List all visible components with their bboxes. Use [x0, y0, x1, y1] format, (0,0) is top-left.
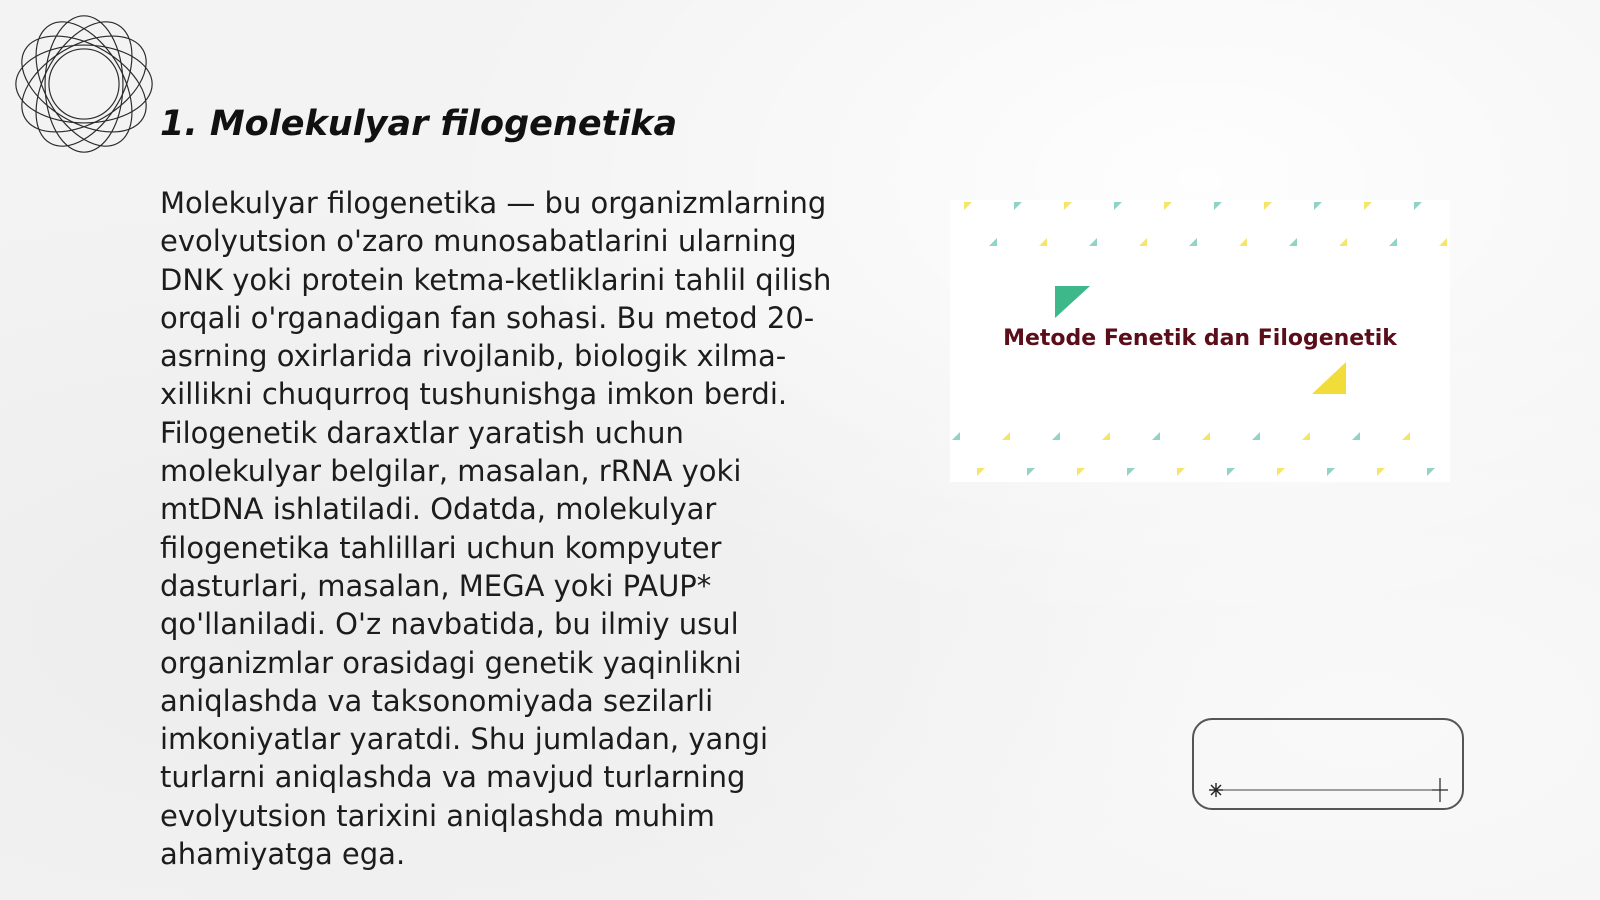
pattern-triangle: [1314, 202, 1322, 210]
timeline-card: [1192, 718, 1464, 810]
pattern-triangle: [1364, 202, 1372, 210]
pattern-triangle: [1264, 202, 1272, 210]
pattern-triangle: [1002, 432, 1010, 440]
pattern-triangle: [1402, 432, 1410, 440]
pattern-triangle: [1139, 238, 1147, 246]
circle-ornament-icon: [10, 10, 158, 158]
pattern-triangle: [1339, 238, 1347, 246]
pattern-triangle: [1027, 468, 1035, 476]
pattern-triangle: [1389, 238, 1397, 246]
pattern-triangle: [1252, 432, 1260, 440]
pattern-triangle: [1227, 468, 1235, 476]
pattern-triangle: [1177, 468, 1185, 476]
pattern-triangle: [1439, 238, 1447, 246]
pattern-triangle: [1302, 432, 1310, 440]
timeline: [1194, 720, 1466, 812]
pattern-triangle: [952, 432, 960, 440]
pattern-triangle: [1214, 202, 1222, 210]
pattern-triangle: [1114, 202, 1122, 210]
pattern-triangle: [1152, 432, 1160, 440]
pattern-triangle: [1014, 202, 1022, 210]
pattern-triangle: [1064, 202, 1072, 210]
pattern-triangle: [1102, 432, 1110, 440]
pattern-triangle: [1164, 202, 1172, 210]
pattern-triangle: [1327, 468, 1335, 476]
pattern-triangle: [1427, 468, 1435, 476]
pattern-triangle: [1239, 238, 1247, 246]
slide-body-text: Molekulyar filogenetika — bu organizmlarning evolyutsion o'zaro munosabatlarini ularning DNK yoki protein ketma-ketliklarini tahlil qilish orqali o'rganadigan fan sohasi. Bu metod 20-asrning oxirlarida rivojlanib, biologik xilma-xillikni chuqurroq tushunishga imkon berdi. Filogenetik daraxtlar yaratish uchun molekulyar belgilar, masalan, rRNA yoki mtDNA ishlatiladi. Odatda, molekulyar filogenetika tahlillari uchun kompyuter dasturlari, masalan, MEGA yoki PAUP* qo'llaniladi. O'z navbatida, bu ilmiy usul organizmlar orasidagi genetik yaqinlikni aniqlashda va taksonomiyada sezilarli imkoniyatlar yaratdi. Shu jumladan, yangi turlarni aniqlashda va mavjud turlarning evolyutsion tarixini aniqlashda muhim ahamiyatga ega.: [160, 186, 832, 872]
pattern-triangle: [1352, 432, 1360, 440]
pattern-triangle: [1052, 432, 1060, 440]
green-triangle-accent: [1055, 286, 1090, 318]
thumbnail-title: Metode Fenetik dan Filogenetik: [1003, 326, 1397, 351]
pattern-triangle: [1089, 238, 1097, 246]
pattern-triangle: [1414, 202, 1422, 210]
yellow-triangle-accent: [1312, 362, 1346, 394]
pattern-triangle: [1202, 432, 1210, 440]
pattern-triangle: [1189, 238, 1197, 246]
pattern-triangle: [977, 468, 985, 476]
pattern-triangle: [1289, 238, 1297, 246]
sparkle-icon: [1432, 778, 1448, 802]
pattern-triangle: [1127, 468, 1135, 476]
presentation-thumbnail: [950, 200, 1450, 482]
slide-title: 1. Molekulyar filogenetika: [160, 104, 678, 144]
pattern-triangle: [1377, 468, 1385, 476]
pattern-triangle: [989, 238, 997, 246]
sparkle-icon: [1209, 783, 1223, 797]
pattern-triangle: [1077, 468, 1085, 476]
pattern-triangle: [1039, 238, 1047, 246]
pattern-triangle: [964, 202, 972, 210]
pattern-triangle: [1277, 468, 1285, 476]
